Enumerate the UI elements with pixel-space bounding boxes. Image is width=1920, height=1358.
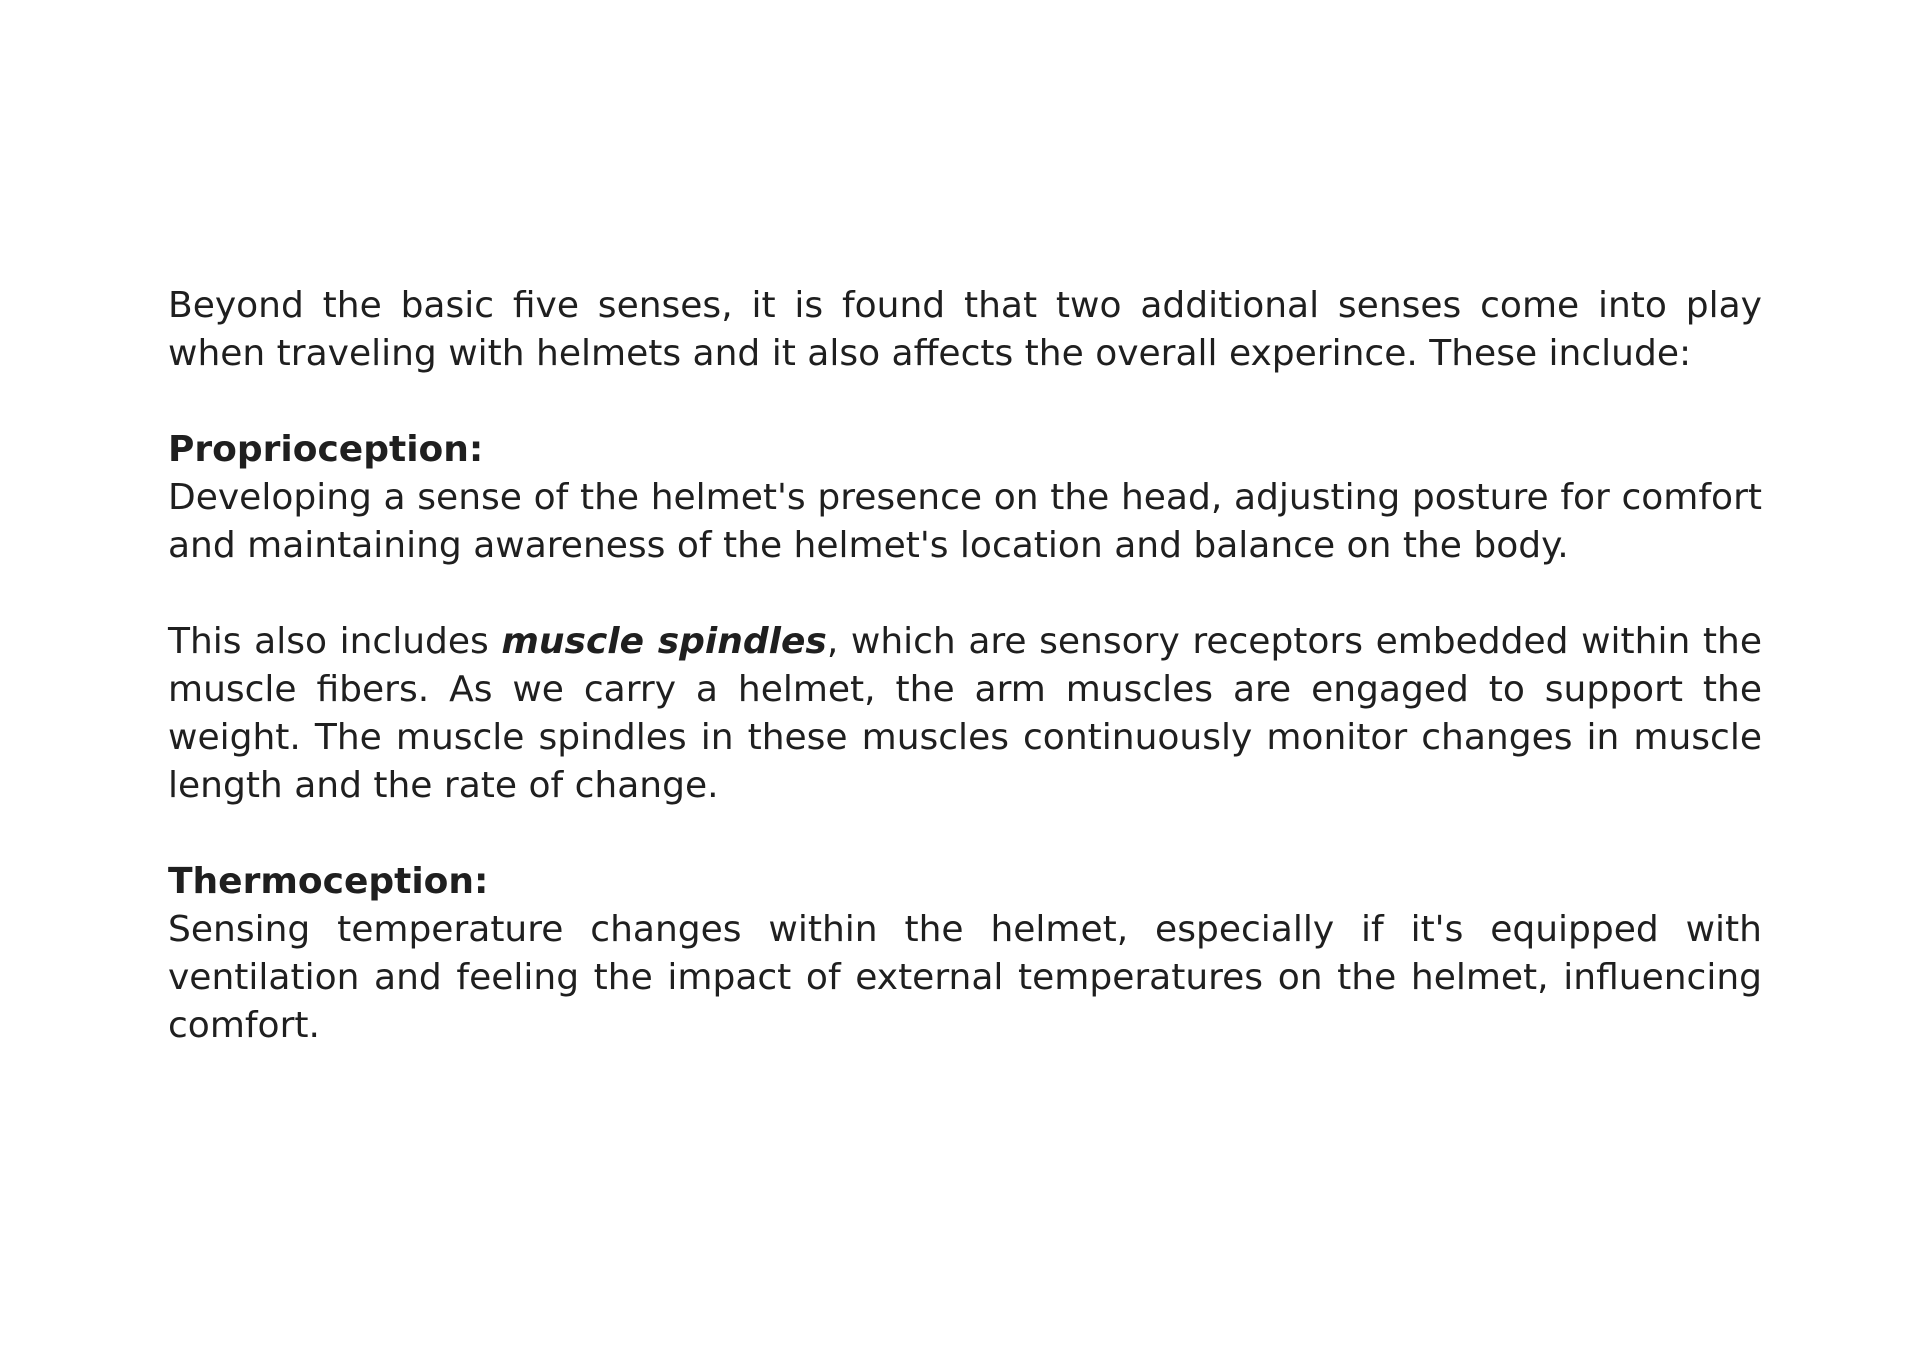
- document-page: [168, 282, 1762, 1098]
- proprioception-heading: Proprioception:: [168, 429, 484, 470]
- thermoception-text: Sensing temperature changes within the helmet, especially if it's equipped with ventilation and feeling the impact of external temperatures on the helmet, influencing comfort.: [168, 909, 1762, 1046]
- muscle-spindles-term: muscle spindles: [501, 621, 827, 662]
- thermoception-section: [168, 858, 1762, 1050]
- muscle-spindles-rest: , which are sensory receptors embedded within the muscle fibers. As we carry a helmet, the arm muscles are engaged to support the weight. The muscle spindles in these muscles continuously monitor changes in muscle length and the rate of change.: [168, 621, 1762, 806]
- intro-paragraph: Beyond the basic five senses, it is found that two additional senses come into play when traveling with helmets and it also affects the overall experince. These include:: [168, 285, 1762, 374]
- muscle-spindles-lead: This also includes: [168, 621, 502, 662]
- proprioception-text: Developing a sense of the helmet's presence on the head, adjusting posture for comfort and maintaining awareness of the helmet's location and balance on the body.: [168, 477, 1762, 566]
- proprioception-section: [168, 426, 1762, 570]
- muscle-spindles-paragraph: [168, 618, 1762, 810]
- thermoception-heading: Thermoception:: [168, 861, 489, 902]
